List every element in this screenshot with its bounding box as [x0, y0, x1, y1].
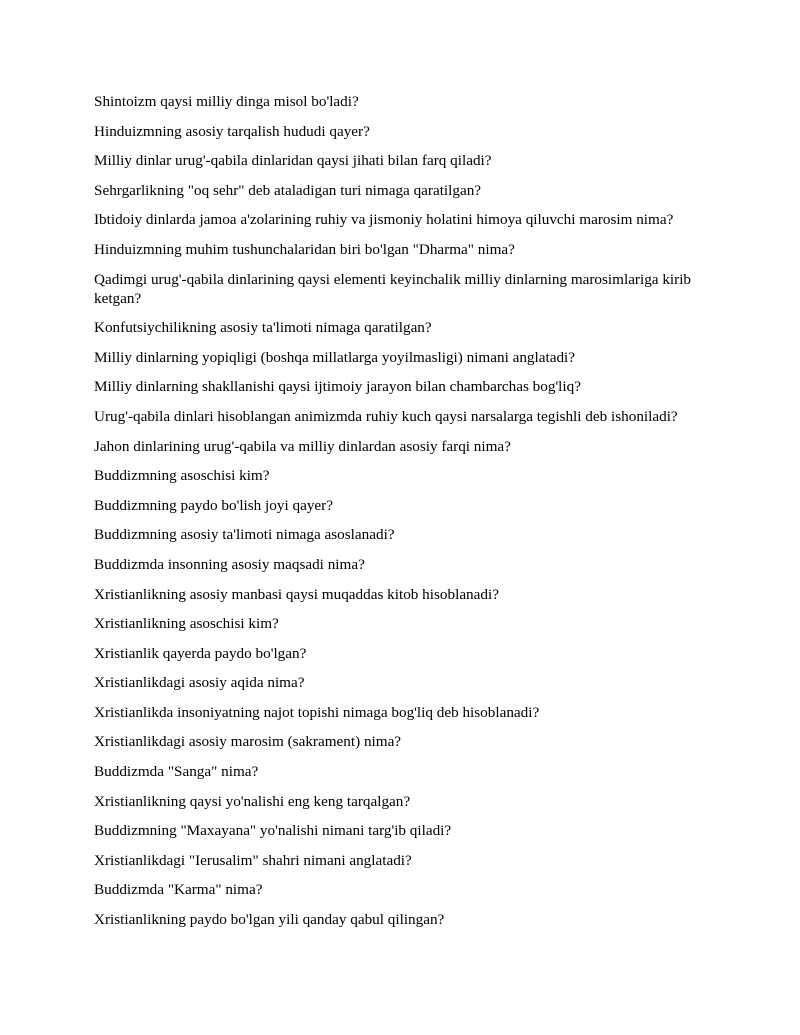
question-item: Xristianlikdagi "Ierusalim" shahri nimani anglatadi?	[94, 851, 412, 869]
question-list	[94, 92, 714, 940]
question-item: Buddizmda insonning asosiy maqsadi nima?	[94, 555, 365, 573]
question-item: Sehrgarlikning "oq sehr" deb ataladigan turi nimaga qaratilgan?	[94, 181, 482, 199]
question-item: Buddizmning "Maxayana" yo'nalishi nimani targ'ib qiladi?	[94, 822, 452, 840]
question-item: Buddizmning asosiy ta'limoti nimaga asoslanadi?	[94, 526, 395, 544]
question-item: Ibtidoiy dinlarda jamoa a'zolarining ruhiy va jismoniy holatini himoya qiluvchi marosim nima?	[94, 211, 674, 229]
question-item: Buddizmning asoschisi kim?	[94, 467, 270, 485]
question-item: Milliy dinlarning yopiqligi (boshqa millatlarga yoyilmasligi) nimani anglatadi?	[94, 348, 576, 366]
question-item: Buddizmda "Karma" nima?	[94, 881, 263, 899]
question-item: Milliy dinlarning shakllanishi qaysi ijtimoiy jarayon bilan chambarchas bog'liq?	[94, 378, 581, 396]
question-item: Shintoizm qaysi milliy dinga misol bo'ladi?	[94, 93, 359, 110]
question-item: Xristianlikda insoniyatning najot topishi nimaga bog'liq deb hisoblanadi?	[94, 703, 540, 721]
question-item: Qadimgi urug'-qabila dinlarining qaysi elementi keyinchalik milliy dinlarning marosimlariga kirib ketgan?	[94, 270, 692, 307]
question-item: Xristianlikdagi asosiy marosim (sakrament) nima?	[94, 733, 402, 751]
question-item: Xristianlikning asoschisi kim?	[94, 615, 279, 633]
question-item: Xristianlik qayerda paydo bo'lgan?	[94, 644, 307, 662]
question-item: Hinduizmning muhim tushunchalaridan biri bo'lgan "Dharma" nima?	[94, 240, 515, 258]
question-item: Milliy dinlar urug'-qabila dinlaridan qaysi jihati bilan farq qiladi?	[94, 152, 492, 170]
question-item: Xristianlikning qaysi yo'nalishi eng keng tarqalgan?	[94, 792, 411, 810]
question-item: Xristianlikning paydo bo'lgan yili qanday qabul qilingan?	[94, 911, 445, 929]
question-item: Urug'-qabila dinlari hisoblangan animizmda ruhiy kuch qaysi narsalarga tegishli deb ishoniladi?	[94, 407, 678, 425]
question-item: Konfutsiychilikning asosiy ta'limoti nimaga qaratilgan?	[94, 319, 432, 337]
question-item: Hinduizmning asosiy tarqalish hududi qayer?	[94, 122, 370, 140]
question-item: Buddizmda "Sanga" nima?	[94, 763, 259, 781]
question-item: Xristianlikning asosiy manbasi qaysi muqaddas kitob hisoblanadi?	[94, 585, 499, 603]
question-item: Buddizmning paydo bo'lish joyi qayer?	[94, 496, 333, 514]
question-item: Jahon dinlarining urug'-qabila va milliy dinlardan asosiy farqi nima?	[94, 437, 511, 455]
question-item: Xristianlikdagi asosiy aqida nima?	[94, 674, 305, 692]
